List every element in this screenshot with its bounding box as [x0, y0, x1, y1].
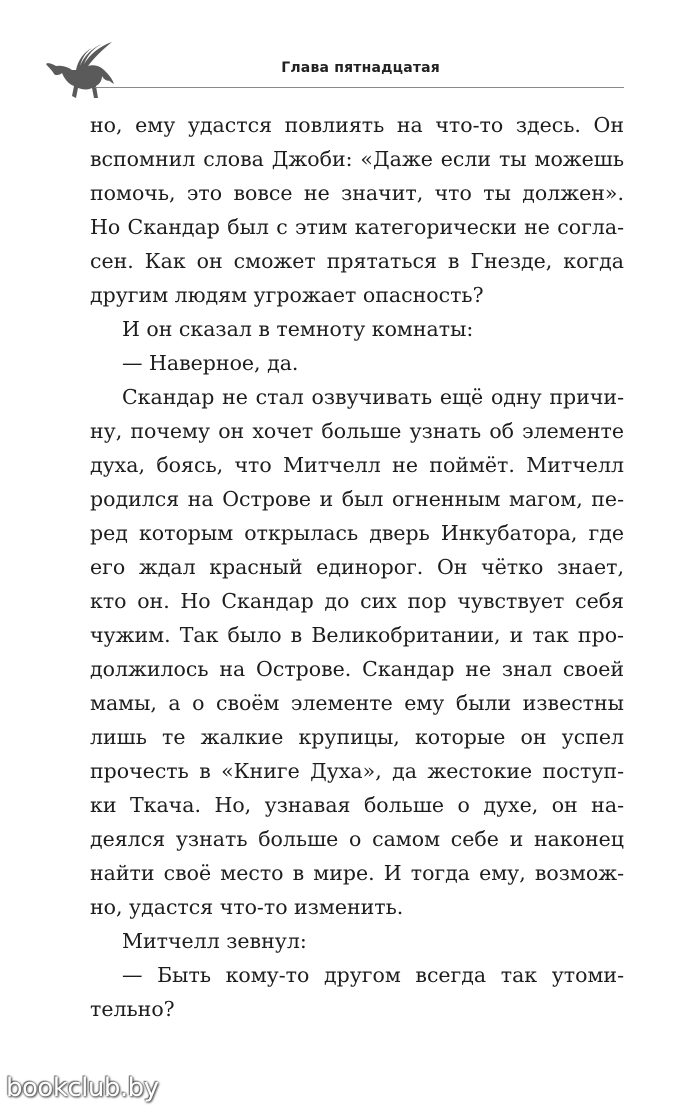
text-line: сен. Как он сможет прятаться в Гнезде, когда	[90, 249, 624, 273]
text-line: помочь, это вовсе не значит, что ты должен».	[90, 181, 624, 205]
text-line: духа, боясь, что Митчелл не поймёт. Митчелл	[90, 453, 624, 477]
body-text	[90, 108, 624, 1026]
text-line: ну, почему он хочет больше узнать об элементе	[90, 419, 624, 443]
text-line: лишь те жалкие крупицы, которые он успел	[90, 725, 624, 749]
text-line: ки Ткача. Но, узнавая больше о духе, он на-	[90, 793, 624, 817]
watermark: bookclub.by	[6, 1073, 159, 1103]
text-line: другим людям угрожает опасность?	[90, 283, 484, 307]
text-line: Скандар не стал озвучивать ещё одну причи-	[122, 385, 624, 409]
text-line: мамы, а о своём элементе ему были известны	[90, 691, 624, 715]
text-line: вспомнил слова Джоби: «Даже если ты можешь	[90, 147, 624, 171]
text-line: — Наверное, да.	[122, 351, 299, 375]
text-line: ред которым открылась дверь Инкубатора, где	[90, 521, 624, 545]
text-line: тельно?	[90, 997, 175, 1021]
text-line: — Быть кому-то другом всегда так утоми-	[122, 963, 624, 987]
header-divider	[95, 87, 624, 88]
text-line: найти своё место в мире. И тогда ему, возмож-	[90, 861, 624, 885]
text-line: прочесть в «Книге Духа», да жестокие поступ-	[90, 759, 624, 783]
text-line: его ждал красный единорог. Он чётко знает,	[90, 555, 624, 579]
text-line: но, ему удастся повлиять на что-то здесь. Он	[90, 113, 624, 137]
text-line: кто он. Но Скандар до сих пор чувствует себя	[90, 589, 624, 613]
text-line: родился на Острове и был огненным магом, пе-	[90, 487, 624, 511]
pegasus-icon	[42, 40, 114, 102]
text-line: но, удастся что-то изменить.	[90, 895, 404, 919]
running-header	[40, 40, 624, 88]
text-line: И он сказал в темноту комнаты:	[122, 317, 474, 341]
text-line: Но Скандар был с этим категорически не согла-	[90, 215, 624, 239]
text-line: должилось на Острове. Скандар не знал своей	[90, 657, 624, 681]
chapter-title: Глава пятнадцатая	[281, 60, 440, 76]
text-line: деялся узнать больше о самом себе и наконец	[90, 827, 624, 851]
text-line: чужим. Так было в Великобритании, и так про-	[90, 623, 624, 647]
text-line: Митчелл зевнул:	[122, 929, 307, 953]
